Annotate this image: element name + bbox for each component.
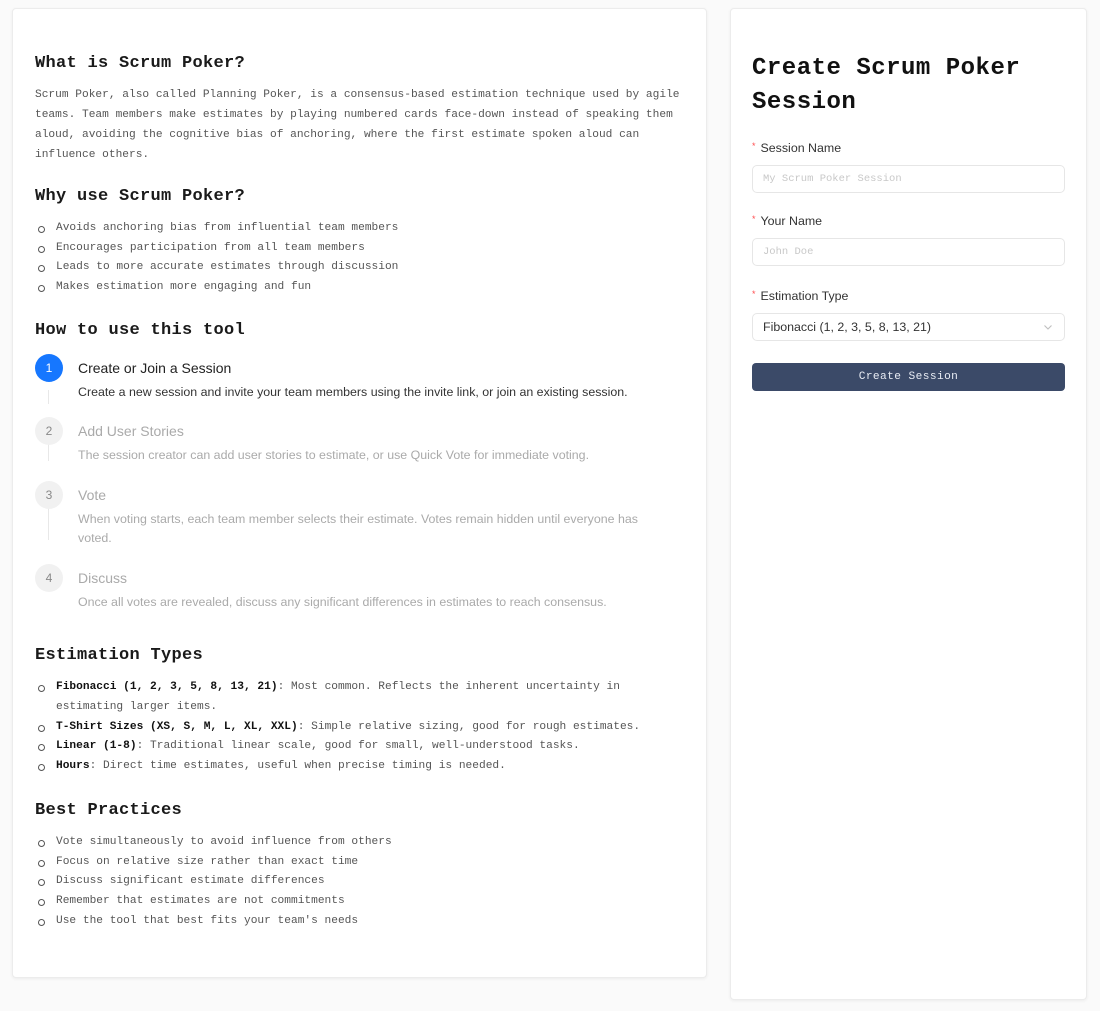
create-session-panel	[730, 8, 1087, 1000]
list-item: Linear (1-8): Traditional linear scale, good for small, well-understood tasks.	[35, 737, 664, 757]
type-description: Traditional linear scale, good for small, well-understood tasks.	[150, 740, 580, 753]
step-title: Add User Stories	[78, 423, 184, 440]
required-mark: *	[752, 141, 756, 151]
why-use-title: Why use Scrum Poker?	[35, 187, 246, 206]
list-item: Fibonacci (1, 2, 3, 5, 8, 13, 21): Most common. Reflects the inherent uncertainty in estimating larger items.	[35, 678, 664, 717]
how-to-use-title: How to use this tool	[35, 320, 246, 340]
steps-list	[35, 354, 684, 613]
selected-value: Fibonacci (1, 2, 3, 5, 8, 13, 21)	[763, 320, 932, 334]
step-number-badge: 1	[35, 354, 63, 382]
list-item: Remember that estimates are not commitments	[35, 892, 684, 912]
list-item: Vote simultaneously to avoid influence from others	[35, 833, 684, 853]
type-name: Linear (1-8)	[56, 740, 137, 753]
type-name: Fibonacci (1, 2, 3, 5, 8, 13, 21)	[56, 681, 278, 694]
step-description: When voting starts, each team member selects their estimate. Votes remain hidden until everyone has voted.	[78, 511, 638, 546]
info-panel	[12, 8, 707, 978]
step-vote	[35, 481, 684, 549]
estimation-types-title: Estimation Types	[35, 646, 204, 666]
step-create-join	[35, 354, 684, 403]
step-description: Once all votes are revealed, discuss any significant differences in estimates to reach consensus.	[78, 594, 607, 609]
list-item: Leads to more accurate estimates through discussion	[35, 258, 684, 278]
label-text: Session Name	[760, 141, 842, 155]
estimation-type-select[interactable]	[752, 313, 1065, 341]
what-is-title: What is Scrum Poker?	[35, 54, 246, 73]
why-use-list	[35, 219, 684, 298]
type-name: Hours	[56, 760, 90, 773]
list-item: T-Shirt Sizes (XS, S, M, L, XL, XXL): Simple relative sizing, good for rough estimates.	[35, 718, 664, 738]
your-name-label	[752, 214, 1065, 228]
step-number-badge: 2	[35, 417, 63, 445]
list-item: Focus on relative size rather than exact time	[35, 853, 684, 873]
step-title: Vote	[78, 486, 107, 503]
list-item: Avoids anchoring bias from influential team members	[35, 219, 684, 239]
best-practices-title: Best Practices	[35, 800, 183, 820]
step-title: Create or Join a Session	[78, 359, 232, 376]
create-session-button[interactable]: Create Session	[752, 363, 1065, 391]
estimation-types-list	[35, 678, 684, 777]
what-is-body: Scrum Poker, also called Planning Poker, is a consensus-based estimation technique used by agile teams. Team members make estimates by playing numbered cards face-down instead of speaking them aloud, avoiding the cognitive bias of anchoring, where the first estimate spoken aloud can influence others.	[35, 89, 680, 161]
estimation-type-label	[752, 289, 1065, 303]
session-name-input[interactable]	[752, 165, 1065, 193]
label-text: Estimation Type	[760, 289, 849, 303]
list-item: Use the tool that best fits your team's needs	[35, 912, 684, 932]
step-number-badge: 3	[35, 481, 63, 509]
required-mark: *	[752, 289, 756, 299]
step-discuss	[35, 564, 684, 613]
type-description: Direct time estimates, useful when precise timing is needed.	[103, 760, 506, 773]
step-add-stories	[35, 417, 684, 466]
type-description: Most common. Reflects the inherent uncertainty in estimating larger items.	[56, 681, 620, 714]
form-title: Create Scrum Poker Session	[752, 55, 1021, 116]
step-description: Create a new session and invite your team members using the invite link, or join an existing session.	[78, 384, 628, 399]
list-item: Makes estimation more engaging and fun	[35, 278, 684, 298]
list-item: Hours: Direct time estimates, useful when precise timing is needed.	[35, 757, 664, 777]
list-item: Encourages participation from all team members	[35, 239, 684, 259]
required-mark: *	[752, 214, 756, 224]
list-item: Discuss significant estimate differences	[35, 872, 684, 892]
your-name-input[interactable]	[752, 238, 1065, 266]
step-title: Discuss	[78, 569, 128, 586]
best-practices-list	[35, 833, 684, 932]
type-description: Simple relative sizing, good for rough estimates.	[311, 720, 641, 733]
chevron-down-icon	[1043, 322, 1053, 332]
label-text: Your Name	[760, 214, 823, 228]
step-number-badge: 4	[35, 564, 63, 592]
step-description: The session creator can add user stories to estimate, or use Quick Vote for immediate voting.	[78, 448, 590, 463]
session-name-label	[752, 141, 1065, 155]
type-name: T-Shirt Sizes (XS, S, M, L, XL, XXL)	[56, 720, 298, 733]
